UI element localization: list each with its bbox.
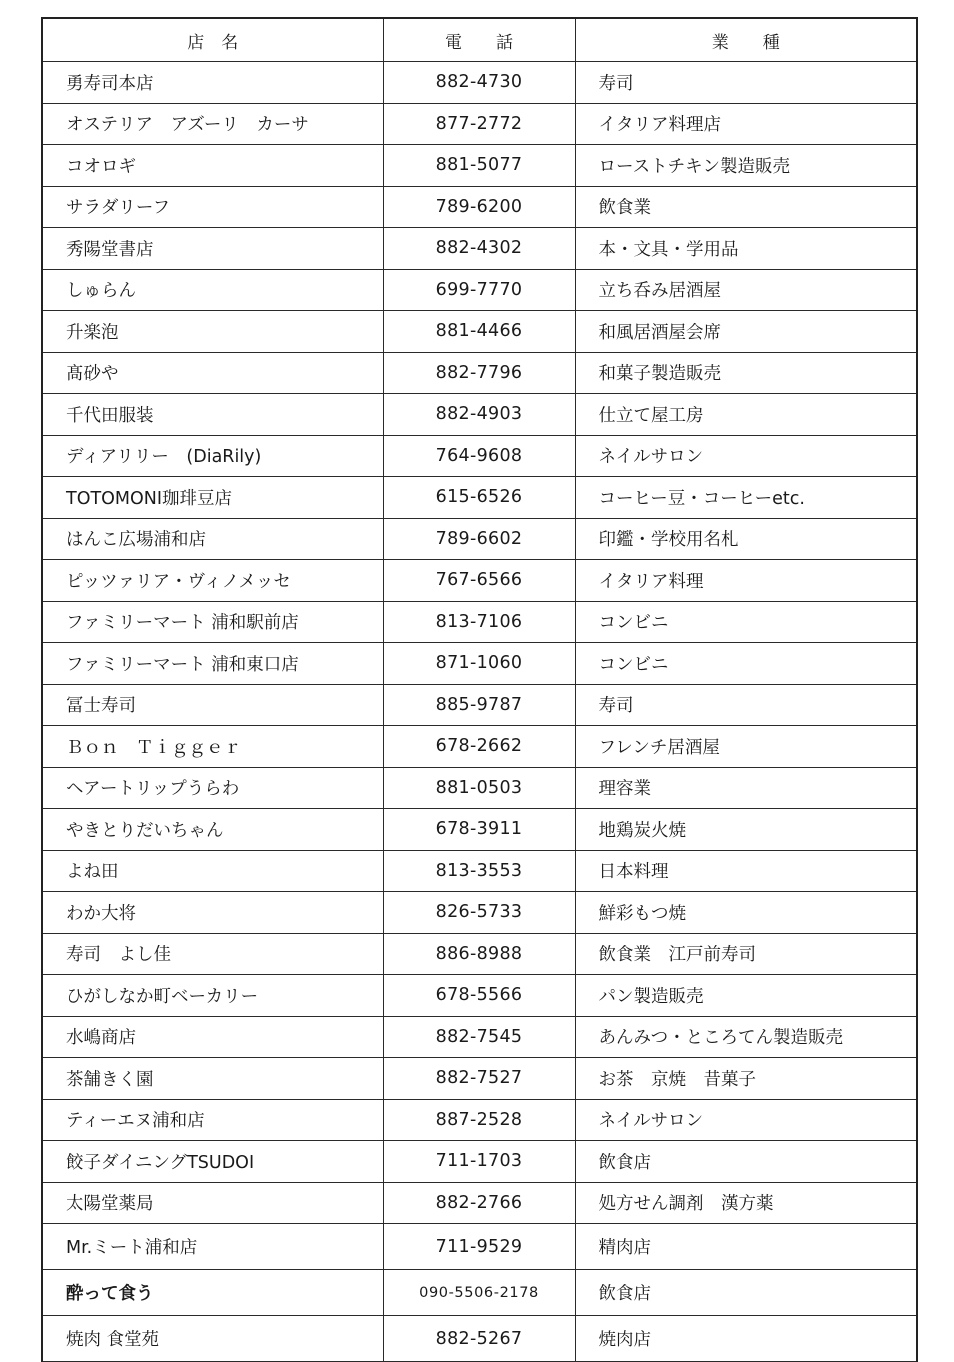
table-row xyxy=(42,269,917,311)
category-cell: コンビニ xyxy=(575,601,917,643)
phone-cell: 826-5733 xyxy=(383,892,575,934)
store-name-cell: TOTOMONI珈琲豆店 xyxy=(42,477,383,519)
category-cell: 鮮彩もつ焼 xyxy=(575,892,917,934)
column-header-category: 業 種 xyxy=(575,18,917,62)
table-row xyxy=(42,892,917,934)
store-name-cell: コオロギ xyxy=(42,145,383,187)
category-cell: 理容業 xyxy=(575,767,917,809)
store-name-cell: 太陽堂薬局 xyxy=(42,1182,383,1224)
phone-cell: 882-7527 xyxy=(383,1058,575,1100)
store-name-cell: 酔って食う xyxy=(42,1270,383,1316)
category-cell: 飲食店 xyxy=(575,1270,917,1316)
category-cell: 和菓子製造販売 xyxy=(575,352,917,394)
phone-cell: 090-5506-2178 xyxy=(383,1270,575,1316)
store-name-cell: よね田 xyxy=(42,850,383,892)
store-name-cell: サラダリーフ xyxy=(42,186,383,228)
phone-cell: 615-6526 xyxy=(383,477,575,519)
table-row xyxy=(42,103,917,145)
table-row xyxy=(42,975,917,1017)
table-row xyxy=(42,145,917,187)
table-row xyxy=(42,1270,917,1316)
store-name-cell: ティーエヌ浦和店 xyxy=(42,1099,383,1141)
store-name-cell: 寿司 よし佳 xyxy=(42,933,383,975)
category-cell: 地鶏炭火焼 xyxy=(575,809,917,851)
table-row xyxy=(42,1141,917,1183)
table-row xyxy=(42,850,917,892)
phone-cell: 813-7106 xyxy=(383,601,575,643)
phone-cell: 882-7796 xyxy=(383,352,575,394)
table-header xyxy=(42,18,917,62)
phone-cell: 871-1060 xyxy=(383,643,575,685)
phone-cell: 699-7770 xyxy=(383,269,575,311)
phone-cell: 887-2528 xyxy=(383,1099,575,1141)
store-name-cell: 千代田服装 xyxy=(42,394,383,436)
phone-cell: 877-2772 xyxy=(383,103,575,145)
table-row xyxy=(42,311,917,353)
table-row xyxy=(42,352,917,394)
category-cell: ネイルサロン xyxy=(575,435,917,477)
store-name-cell: ピッツァリア・ヴィノメッセ xyxy=(42,560,383,602)
category-cell: 処方せん調剤 漢方薬 xyxy=(575,1182,917,1224)
store-name-cell: 冨士寿司 xyxy=(42,684,383,726)
category-cell: お茶 京焼 昔菓子 xyxy=(575,1058,917,1100)
table-row xyxy=(42,933,917,975)
category-cell: 寿司 xyxy=(575,684,917,726)
table-row xyxy=(42,1058,917,1100)
store-name-cell: 秀陽堂書店 xyxy=(42,228,383,270)
column-header-store-name: 店 名 xyxy=(42,18,383,62)
table-row xyxy=(42,186,917,228)
phone-cell: 882-7545 xyxy=(383,1016,575,1058)
store-name-cell: ファミリーマート 浦和駅前店 xyxy=(42,601,383,643)
store-name-cell: 餃子ダイニングTSUDOI xyxy=(42,1141,383,1183)
category-cell: あんみつ・ところてん製造販売 xyxy=(575,1016,917,1058)
category-cell: コンビニ xyxy=(575,643,917,685)
category-cell: イタリア料理 xyxy=(575,560,917,602)
phone-cell: 882-4302 xyxy=(383,228,575,270)
phone-cell: 789-6200 xyxy=(383,186,575,228)
header-row xyxy=(42,18,917,62)
phone-cell: 813-3553 xyxy=(383,850,575,892)
store-name-cell: はんこ広場浦和店 xyxy=(42,518,383,560)
category-cell: ネイルサロン xyxy=(575,1099,917,1141)
phone-cell: 882-4903 xyxy=(383,394,575,436)
phone-cell: 789-6602 xyxy=(383,518,575,560)
table-row xyxy=(42,643,917,685)
store-name-cell: 水嶋商店 xyxy=(42,1016,383,1058)
phone-cell: 711-9529 xyxy=(383,1224,575,1270)
store-name-cell: 勇寿司本店 xyxy=(42,62,383,104)
phone-cell: 882-5267 xyxy=(383,1316,575,1362)
table-row xyxy=(42,684,917,726)
category-cell: 仕立て屋工房 xyxy=(575,394,917,436)
category-cell: フレンチ居酒屋 xyxy=(575,726,917,768)
table-row xyxy=(42,62,917,104)
store-name-cell: ファミリーマート 浦和東口店 xyxy=(42,643,383,685)
table-row xyxy=(42,435,917,477)
store-directory-table xyxy=(41,17,918,1362)
table-row xyxy=(42,1016,917,1058)
store-name-cell: ヘアートリップうらわ xyxy=(42,767,383,809)
store-name-cell: ディアリリー (DiaRily) xyxy=(42,435,383,477)
category-cell: 日本料理 xyxy=(575,850,917,892)
store-name-cell: ひがしなか町ベーカリー xyxy=(42,975,383,1017)
store-name-cell: 髙砂や xyxy=(42,352,383,394)
table-row xyxy=(42,518,917,560)
store-name-cell: やきとりだいちゃん xyxy=(42,809,383,851)
table-row xyxy=(42,1224,917,1270)
table-row xyxy=(42,726,917,768)
store-name-cell: 升楽泡 xyxy=(42,311,383,353)
table-row xyxy=(42,228,917,270)
store-name-cell: Mr.ミート浦和店 xyxy=(42,1224,383,1270)
table-row xyxy=(42,767,917,809)
phone-cell: 881-5077 xyxy=(383,145,575,187)
phone-cell: 678-5566 xyxy=(383,975,575,1017)
store-directory-sheet xyxy=(41,17,916,1359)
table-row xyxy=(42,1182,917,1224)
phone-cell: 885-9787 xyxy=(383,684,575,726)
store-name-cell: 茶舗きく園 xyxy=(42,1058,383,1100)
phone-cell: 881-4466 xyxy=(383,311,575,353)
category-cell: 飲食業 江戸前寿司 xyxy=(575,933,917,975)
category-cell: 精肉店 xyxy=(575,1224,917,1270)
phone-cell: 881-0503 xyxy=(383,767,575,809)
category-cell: 印鑑・学校用名札 xyxy=(575,518,917,560)
category-cell: 飲食業 xyxy=(575,186,917,228)
phone-cell: 678-2662 xyxy=(383,726,575,768)
phone-cell: 767-6566 xyxy=(383,560,575,602)
store-name-cell: 焼肉 食堂苑 xyxy=(42,1316,383,1362)
phone-cell: 678-3911 xyxy=(383,809,575,851)
table-row xyxy=(42,1316,917,1362)
store-name-cell: わか大将 xyxy=(42,892,383,934)
category-cell: 焼肉店 xyxy=(575,1316,917,1362)
table-row xyxy=(42,560,917,602)
category-cell: 立ち呑み居酒屋 xyxy=(575,269,917,311)
category-cell: 和風居酒屋会席 xyxy=(575,311,917,353)
category-cell: イタリア料理店 xyxy=(575,103,917,145)
table-row xyxy=(42,394,917,436)
table-row xyxy=(42,809,917,851)
column-header-phone: 電 話 xyxy=(383,18,575,62)
category-cell: 本・文具・学用品 xyxy=(575,228,917,270)
phone-cell: 882-2766 xyxy=(383,1182,575,1224)
category-cell: コーヒー豆・コーヒーetc. xyxy=(575,477,917,519)
store-name-cell: Ｂｏｎ Ｔｉｇｇｅｒ xyxy=(42,726,383,768)
phone-cell: 886-8988 xyxy=(383,933,575,975)
category-cell: 寿司 xyxy=(575,62,917,104)
phone-cell: 882-4730 xyxy=(383,62,575,104)
store-name-cell: オステリア アズーリ カーサ xyxy=(42,103,383,145)
table-row xyxy=(42,477,917,519)
table-row xyxy=(42,1099,917,1141)
store-name-cell: しゅらん xyxy=(42,269,383,311)
category-cell: 飲食店 xyxy=(575,1141,917,1183)
category-cell: ローストチキン製造販売 xyxy=(575,145,917,187)
category-cell: パン製造販売 xyxy=(575,975,917,1017)
phone-cell: 711-1703 xyxy=(383,1141,575,1183)
table-body xyxy=(42,62,917,1362)
table-row xyxy=(42,601,917,643)
phone-cell: 764-9608 xyxy=(383,435,575,477)
